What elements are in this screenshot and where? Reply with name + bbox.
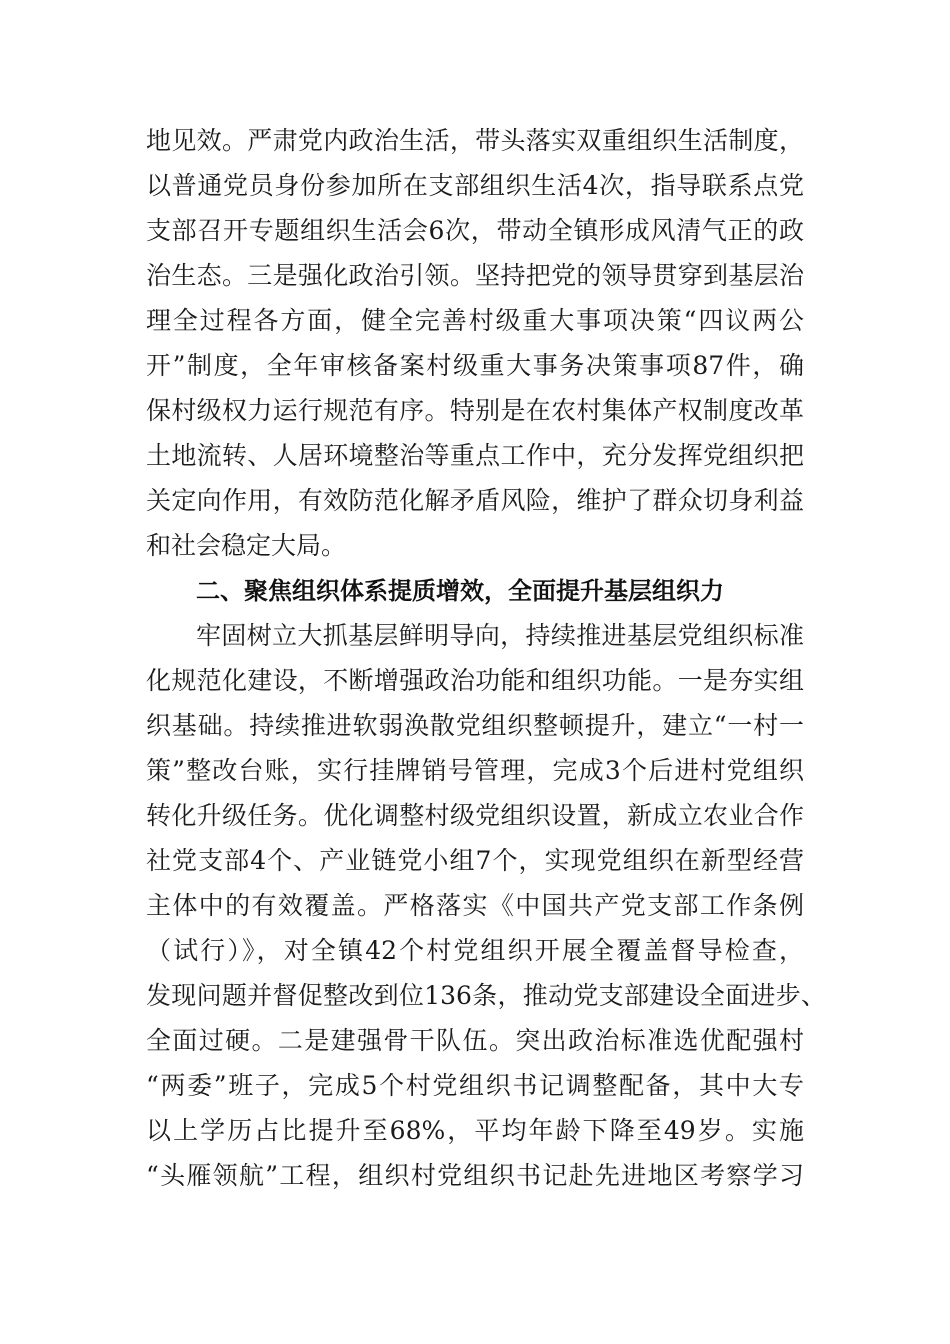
paragraph-line: 和社会稳定大局。	[146, 531, 347, 560]
paragraph-line: 主体中的有效覆盖。严格落实《中国共产党支部工作条例	[146, 891, 804, 920]
paragraph-line: 关定向作用，有效防范化解矛盾风险，维护了群众切身利益	[146, 486, 804, 515]
paragraph-line: （试行）》，对全镇42个村党组织开展全覆盖督导检查，	[146, 936, 804, 965]
paragraph-line: 保村级权力运行规范有序。特别是在农村集体产权制度改革	[146, 396, 804, 425]
paragraph-line: 以上学历占比提升至68%，平均年龄下降至49岁。实施	[146, 1116, 804, 1145]
paragraph-line: 治生态。三是强化政治引领。坚持把党的领导贯穿到基层治	[146, 261, 804, 290]
paragraph-line: 策”整改台账，实行挂牌销号管理，完成3个后进村党组织	[146, 756, 804, 785]
paragraph-line: 支部召开专题组织生活会6次，带动全镇形成风清气正的政	[146, 216, 804, 245]
paragraph-line: “两委”班子，完成5个村党组织书记调整配备，其中大专	[146, 1071, 804, 1100]
paragraph-line: 牢固树立大抓基层鲜明导向，持续推进基层党组织标准	[196, 621, 804, 650]
paragraph-line: 地见效。严肃党内政治生活，带头落实双重组织生活制度，	[146, 126, 804, 155]
section-heading: 二、聚焦组织体系提质增效，全面提升基层组织力	[196, 577, 724, 605]
paragraph-line: 发现问题并督促整改到位136条，推动党支部建设全面进步、	[146, 981, 826, 1010]
paragraph-line: 化规范化建设，不断增强政治功能和组织功能。一是夯实组	[146, 666, 804, 695]
paragraph-line: 土地流转、人居环境整治等重点工作中，充分发挥党组织把	[146, 441, 804, 470]
paragraph-line: 全面过硬。二是建强骨干队伍。突出政治标准选优配强村	[146, 1026, 804, 1055]
paragraph-line: “头雁领航”工程，组织村党组织书记赴先进地区考察学习	[146, 1161, 804, 1190]
paragraph-line: 以普通党员身份参加所在支部组织生活4次，指导联系点党	[146, 171, 804, 200]
paragraph-line: 开”制度，全年审核备案村级重大事务决策事项87件，确	[146, 351, 804, 380]
paragraph-line: 理全过程各方面，健全完善村级重大事项决策“四议两公	[146, 306, 804, 335]
paragraph-line: 转化升级任务。优化调整村级党组织设置，新成立农业合作	[146, 801, 804, 830]
paragraph-line: 织基础。持续推进软弱涣散党组织整顿提升，建立“一村一	[146, 711, 804, 740]
paragraph-line: 社党支部4个、产业链党小组7个，实现党组织在新型经营	[146, 846, 804, 875]
